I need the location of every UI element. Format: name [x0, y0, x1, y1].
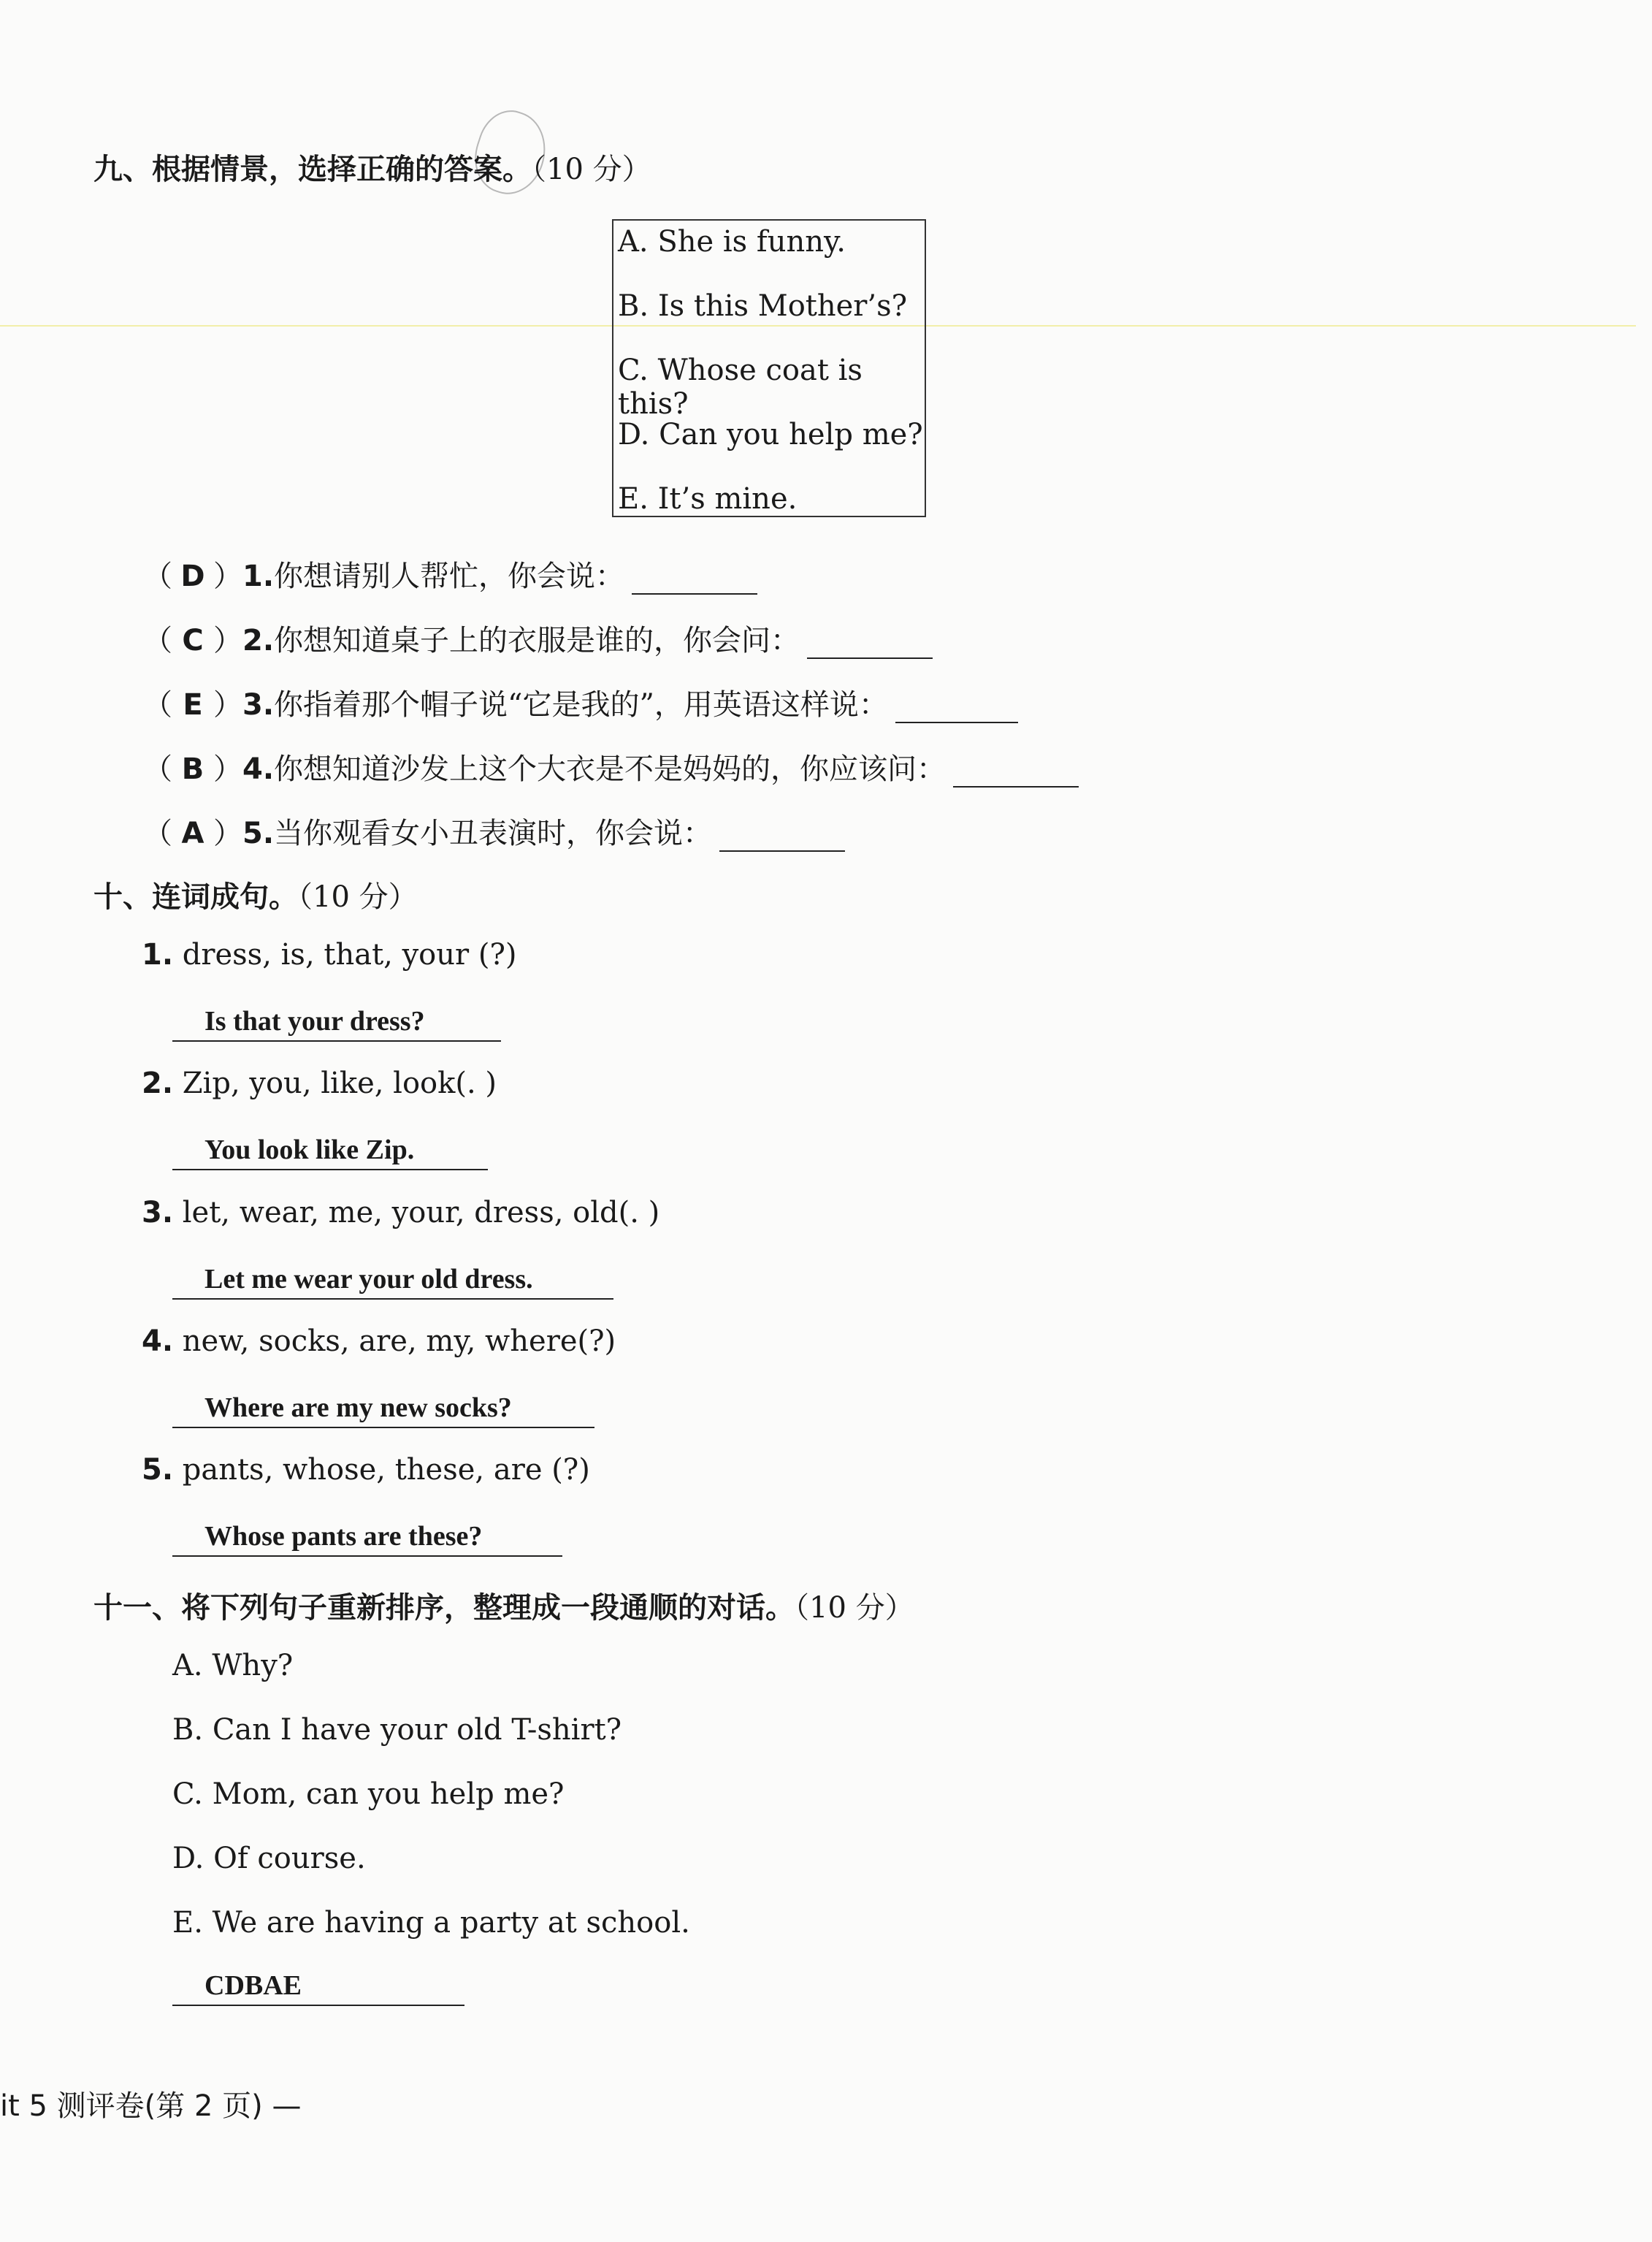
section-11-title: 十一、将下列句子重新排序，整理成一段通顺的对话。 — [93, 1591, 795, 1625]
options-box — [612, 219, 926, 517]
answer-mark: D — [180, 560, 205, 593]
order-answer-line[interactable] — [172, 1967, 464, 2006]
scramble-item-2: 2. Zip, you, like, look(. ) — [142, 1067, 497, 1100]
dialogue-sentence-c: C. Mom, can you help me? — [172, 1777, 565, 1811]
option-e: E. It’s mine. — [618, 482, 798, 516]
section-9-score: （10 分） — [532, 153, 651, 186]
question-text: 你想知道沙发上这个大衣是不是妈妈的，你应该问： — [274, 752, 947, 786]
answer-line-5[interactable] — [172, 1517, 562, 1557]
question-text: 你指着那个帽子说“它是我的”，用英语这样说： — [274, 688, 888, 722]
answer-blank[interactable] — [719, 824, 845, 852]
question-9-5: （ A ）5.当你观看女小丑表演时，你会说： — [143, 810, 845, 852]
scramble-words: let, wear, me, your, dress, old(. ) — [182, 1196, 660, 1229]
answer-line-3[interactable] — [172, 1260, 613, 1300]
answer-blank[interactable] — [953, 760, 1079, 788]
question-9-1: （ D ）1.你想请别人帮忙，你会说： — [143, 553, 757, 595]
dialogue-sentence-a: A. Why? — [172, 1649, 294, 1682]
question-9-3: （ E ）3.你指着那个帽子说“它是我的”，用英语这样说： — [143, 682, 1018, 723]
section-10-title: 十、连词成句。 — [93, 880, 298, 914]
scramble-words: pants, whose, these, are (?) — [182, 1453, 590, 1487]
dialogue-sentence-d: D. Of course. — [172, 1842, 366, 1875]
scramble-item-3: 3. let, wear, me, your, dress, old(. ) — [142, 1196, 660, 1229]
section-10-score: （10 分） — [298, 880, 418, 914]
section-10-heading — [93, 874, 418, 915]
scramble-item-5: 5. pants, whose, these, are (?) — [142, 1453, 590, 1487]
answer-mark: B — [181, 752, 204, 786]
handwritten-answer: CDBAE — [204, 1970, 302, 2001]
option-d: D. Can you help me? — [618, 418, 923, 451]
handwritten-answer: You look like Zip. — [204, 1135, 415, 1165]
answer-mark: E — [183, 688, 203, 722]
section-9-heading — [93, 146, 651, 188]
answer-blank[interactable] — [632, 567, 757, 595]
scramble-item-4: 4. new, socks, are, my, where(?) — [142, 1324, 616, 1358]
answer-mark: C — [182, 624, 204, 657]
question-9-4: （ B ）4.你想知道沙发上这个大衣是不是妈妈的，你应该问： — [143, 746, 1079, 788]
option-b: B. Is this Mother’s? — [618, 289, 908, 323]
scramble-item-1: 1. dress, is, that, your (?) — [142, 938, 517, 972]
handwritten-answer: Let me wear your old dress. — [204, 1264, 533, 1295]
section-11-score: （10 分） — [795, 1591, 914, 1625]
option-a: A. She is funny. — [618, 225, 846, 259]
question-9-2: （ C ）2.你想知道桌子上的衣服是谁的，你会问： — [143, 617, 933, 659]
answer-mark: A — [181, 817, 204, 850]
option-c: C. Whose coat is this? — [618, 354, 863, 421]
dialogue-sentence-b: B. Can I have your old T-shirt? — [172, 1713, 622, 1747]
dialogue-sentence-e: E. We are having a party at school. — [172, 1906, 690, 1940]
section-9-title: 九、根据情景，选择正确的答案。 — [93, 153, 532, 186]
scramble-words: dress, is, that, your (?) — [182, 938, 517, 972]
scramble-words: Zip, you, like, look(. ) — [182, 1067, 497, 1100]
scramble-words: new, socks, are, my, where(?) — [182, 1324, 616, 1358]
section-11-heading — [93, 1585, 914, 1626]
answer-line-2[interactable] — [172, 1131, 488, 1170]
question-text: 当你观看女小丑表演时，你会说： — [274, 817, 713, 850]
answer-line-1[interactable] — [172, 1002, 501, 1042]
answer-blank[interactable] — [895, 695, 1018, 723]
question-text: 你想请别人帮忙，你会说： — [274, 560, 625, 593]
handwritten-answer: Whose pants are these? — [204, 1521, 483, 1552]
handwritten-answer: Is that your dress? — [204, 1006, 425, 1037]
answer-blank[interactable] — [807, 631, 933, 659]
page-footer: it 5 测评卷(第 2 页) — — [0, 2089, 302, 2123]
answer-line-4[interactable] — [172, 1389, 594, 1428]
question-text: 你想知道桌子上的衣服是谁的，你会问： — [274, 624, 800, 657]
handwritten-answer: Where are my new socks? — [204, 1392, 512, 1423]
